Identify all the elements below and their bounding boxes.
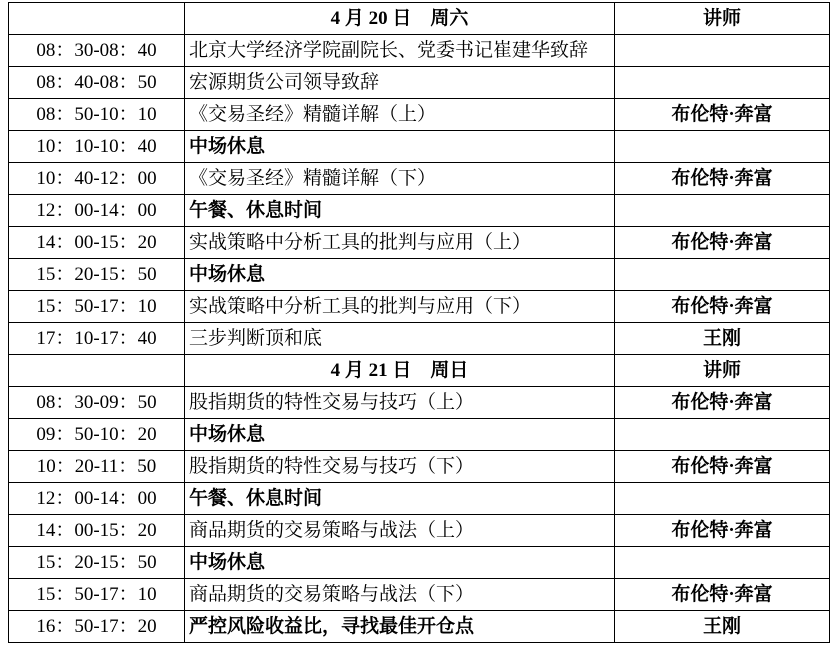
- table-row: [9, 67, 830, 99]
- session-time: 15：50-17：10: [9, 579, 185, 611]
- agenda-table-body: [9, 3, 830, 643]
- session-time: 10：20-11：50: [9, 451, 185, 483]
- session-speaker: [615, 259, 830, 291]
- table-row: [9, 419, 830, 451]
- session-speaker: 布伦特·奔富: [615, 163, 830, 195]
- session-time: 08：40-08：50: [9, 67, 185, 99]
- session-speaker: 布伦特·奔富: [615, 227, 830, 259]
- session-time: 08：50-10：10: [9, 99, 185, 131]
- session-speaker: [615, 35, 830, 67]
- session-speaker: 王刚: [615, 611, 830, 643]
- session-speaker: 布伦特·奔富: [615, 451, 830, 483]
- table-row: [9, 451, 830, 483]
- table-row: [9, 515, 830, 547]
- table-row: [9, 611, 830, 643]
- speaker-column-header: 讲师: [615, 355, 830, 387]
- session-time: 10：40-12：00: [9, 163, 185, 195]
- table-row: [9, 195, 830, 227]
- table-row: [9, 547, 830, 579]
- session-speaker: 布伦特·奔富: [615, 579, 830, 611]
- session-time: 15：20-15：50: [9, 547, 185, 579]
- session-time: 17：10-17：40: [9, 323, 185, 355]
- session-speaker: [615, 131, 830, 163]
- session-time: [9, 355, 185, 387]
- speaker-column-header: 讲师: [615, 3, 830, 35]
- session-topic: 《交易圣经》精髓详解（上）: [185, 99, 615, 131]
- session-time: 12：00-14：00: [9, 483, 185, 515]
- session-speaker: 王刚: [615, 323, 830, 355]
- day-header-row: [9, 355, 830, 387]
- session-topic: 严控风险收益比，寻找最佳开仓点: [185, 611, 615, 643]
- day-title: 4 月 20 日 周六: [185, 3, 615, 35]
- session-time: 14：00-15：20: [9, 227, 185, 259]
- session-topic: 中场休息: [185, 259, 615, 291]
- session-speaker: [615, 195, 830, 227]
- session-topic: 宏源期货公司领导致辞: [185, 67, 615, 99]
- table-row: [9, 99, 830, 131]
- session-topic: 午餐、休息时间: [185, 483, 615, 515]
- session-topic: 商品期货的交易策略与战法（上）: [185, 515, 615, 547]
- session-time: 12：00-14：00: [9, 195, 185, 227]
- session-topic: 股指期货的特性交易与技巧（上）: [185, 387, 615, 419]
- session-topic: 三步判断顶和底: [185, 323, 615, 355]
- session-topic: 商品期货的交易策略与战法（下）: [185, 579, 615, 611]
- session-time: 08：30-08：40: [9, 35, 185, 67]
- table-row: [9, 291, 830, 323]
- session-time: 15：50-17：10: [9, 291, 185, 323]
- session-topic: 北京大学经济学院副院长、党委书记崔建华致辞: [185, 35, 615, 67]
- day-title: 4 月 21 日 周日: [185, 355, 615, 387]
- session-time: 15：20-15：50: [9, 259, 185, 291]
- session-time: 08：30-09：50: [9, 387, 185, 419]
- session-time: 10：10-10：40: [9, 131, 185, 163]
- session-speaker: 布伦特·奔富: [615, 387, 830, 419]
- session-time: 16：50-17：20: [9, 611, 185, 643]
- session-topic: 实战策略中分析工具的批判与应用（下）: [185, 291, 615, 323]
- table-row: [9, 131, 830, 163]
- table-row: [9, 259, 830, 291]
- session-speaker: 布伦特·奔富: [615, 515, 830, 547]
- session-topic: 中场休息: [185, 547, 615, 579]
- session-topic: 股指期货的特性交易与技巧（下）: [185, 451, 615, 483]
- agenda-table: [8, 2, 830, 643]
- session-topic: 中场休息: [185, 419, 615, 451]
- session-speaker: [615, 483, 830, 515]
- session-speaker: [615, 67, 830, 99]
- session-time: 14：00-15：20: [9, 515, 185, 547]
- table-row: [9, 387, 830, 419]
- session-speaker: [615, 547, 830, 579]
- day-header-row: [9, 3, 830, 35]
- session-time: [9, 3, 185, 35]
- table-row: [9, 35, 830, 67]
- session-topic: 中场休息: [185, 131, 615, 163]
- session-speaker: 布伦特·奔富: [615, 291, 830, 323]
- table-row: [9, 579, 830, 611]
- session-topic: 《交易圣经》精髓详解（下）: [185, 163, 615, 195]
- session-speaker: [615, 419, 830, 451]
- table-row: [9, 483, 830, 515]
- table-row: [9, 323, 830, 355]
- table-row: [9, 227, 830, 259]
- session-speaker: 布伦特·奔富: [615, 99, 830, 131]
- session-topic: 实战策略中分析工具的批判与应用（上）: [185, 227, 615, 259]
- session-time: 09：50-10：20: [9, 419, 185, 451]
- table-row: [9, 163, 830, 195]
- session-topic: 午餐、休息时间: [185, 195, 615, 227]
